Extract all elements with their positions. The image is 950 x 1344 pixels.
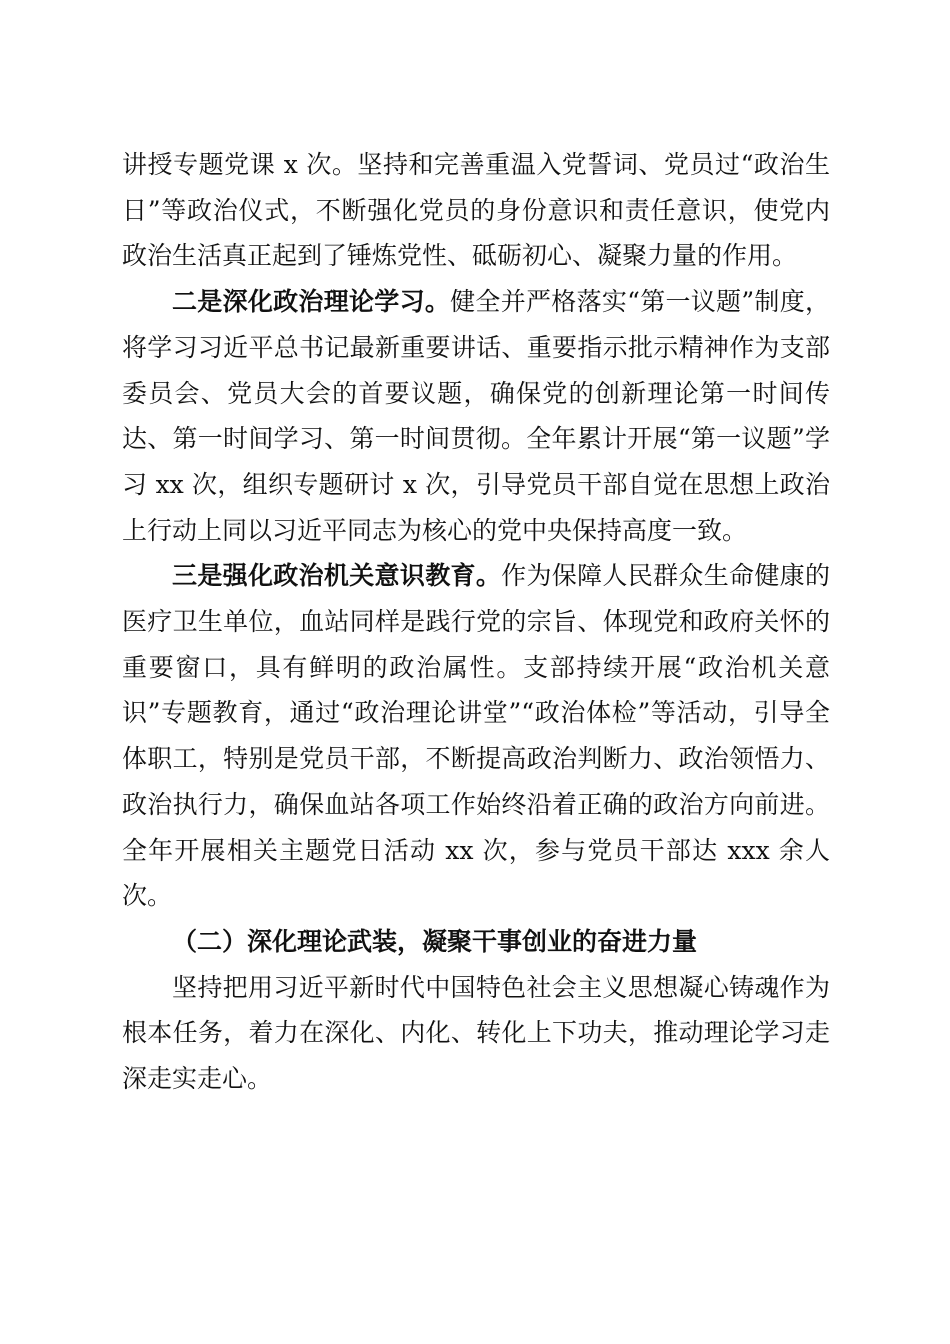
closing-paragraph: 坚持把用习近平新时代中国特色社会主义思想凝心铸魂作为根本任务，着力在深化、内化、转化上下功夫，推动理论学习走深走实走心。 xyxy=(122,972,830,1094)
paragraph-continued xyxy=(122,142,830,279)
paragraph-lead: 三是强化政治机关意识教育。 xyxy=(172,561,502,591)
paragraph-text: 作为保障人民群众生命健康的医疗卫生单位，血站同样是践行党的宗旨、体现党和政府关怀的重要窗口，具有鲜明的政治属性。支部持续开展“政治机关意识”专题教育，通过“政治理论讲堂”“政治体检”等活动，引导全体职工，特别是党员干部，不断提高政治判断力、政治领悟力、政治执行力，确保血站各项工作始终沿着正确的政治方向前进。全年开展相关主题党日活动 xx 次，参与党员干部达 xxx 余人次。 xyxy=(122,561,830,911)
section-heading: （二）深化理论武装，凝聚干事创业的奋进力量 xyxy=(172,926,698,956)
paragraph-text: 讲授专题党课 x 次。坚持和完善重温入党誓词、党员过“政治生日”等政治仪式，不断强化党员的身份意识和责任意识，使党内政治生活真正起到了锤炼党性、砥砺初心、凝聚力量的作用。 xyxy=(122,150,830,271)
paragraph-theory-study xyxy=(122,279,830,553)
paragraph-text: 健全并严格落实“第一议题”制度，将学习习近平总书记最新重要讲话、重要指示批示精神作为支部委员会、党员大会的首要议题，确保党的创新理论第一时间传达、第一时间学习、第一时间贯彻。全年累计开展“第一议题”学习 xx 次，组织专题研讨 x 次，引导党员干部自觉在思想上政治上行动上同以习近平同志为核心的党中央保持高度一致。 xyxy=(122,287,830,545)
paragraph-lead: 二是深化政治理论学习。 xyxy=(172,287,451,317)
paragraph-political-awareness xyxy=(122,553,830,919)
document-page xyxy=(122,142,830,1102)
